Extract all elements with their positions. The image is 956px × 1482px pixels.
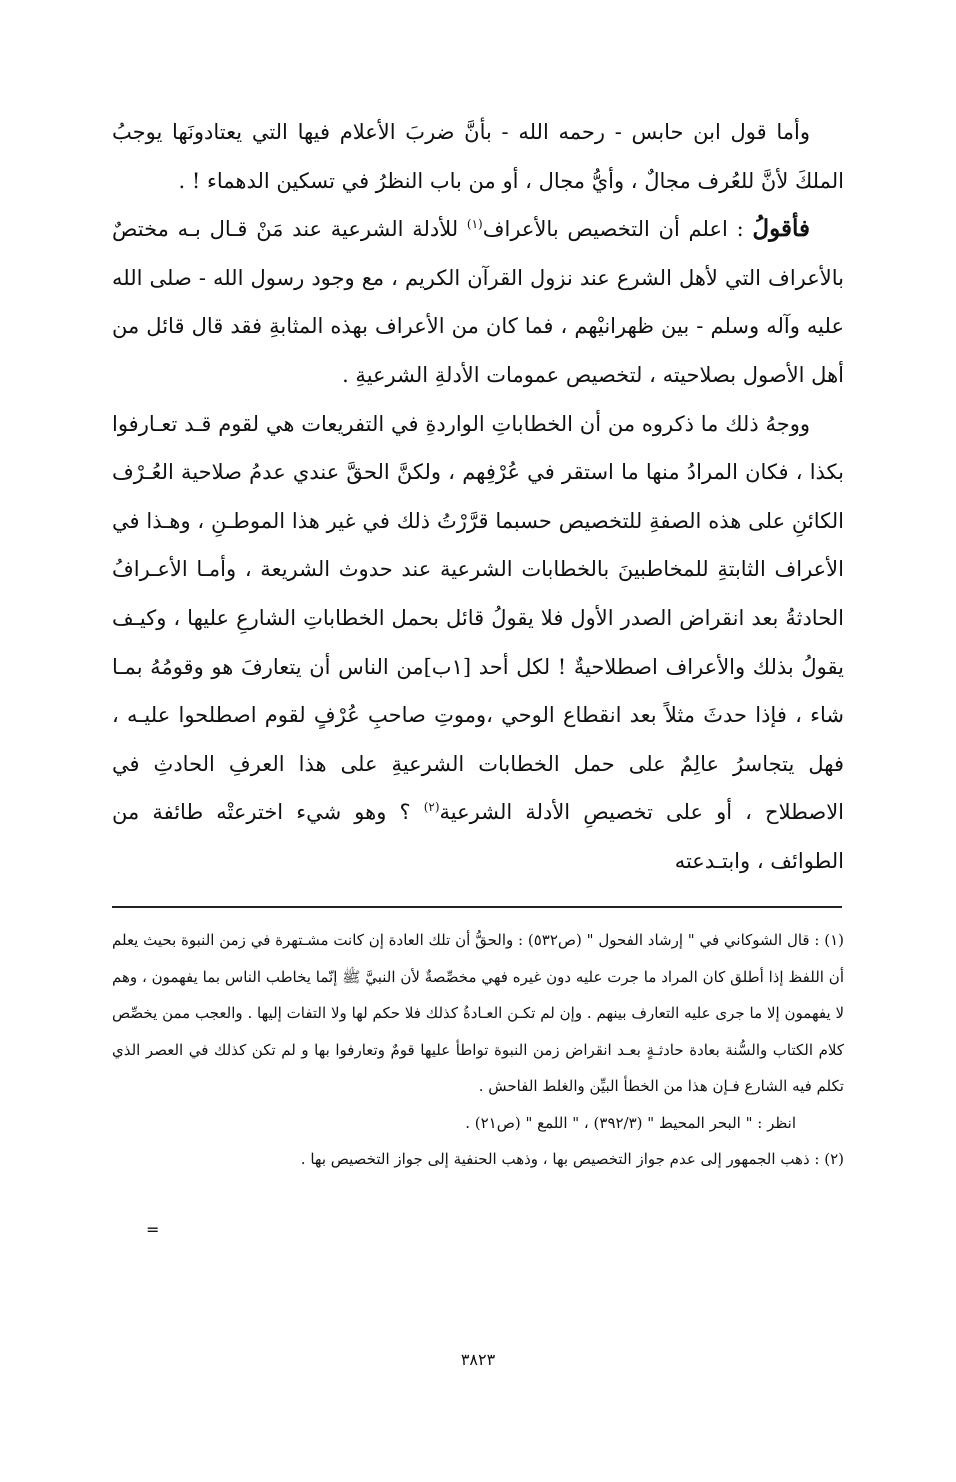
paragraph-1: وأما قول ابن حابس - رحمه الله - بأنَّ ضربَ الأعلام فيها التي يعتادونَها يوجبُ الملكَ لأنَّ للعُرف مجالٌ ، وأيُّ مجال ، أو من باب النظرُ في تسكين الدهماء ! .: [112, 120, 844, 193]
footnote-2: (٢) : ذهب الجمهور إلى عدم جواز التخصيص بها ، وذهب الحنفية إلى جواز التخصيص بها .: [300, 1150, 844, 1168]
main-text: [112, 108, 844, 886]
footnote-ref-1[interactable]: (١): [466, 217, 483, 232]
footnote-ref-2[interactable]: (٢): [423, 800, 440, 815]
footnote-divider: [112, 906, 842, 908]
footnote-1-references: انظر : " البحر المحيط " (٣٩٢/٣) ، " اللمع " (ص٢١) .: [465, 1113, 796, 1132]
footnote-1: (١) : قال الشوكاني في " إرشاد الفحول " (ص٥٣٢) : والحقُّ أن تلك العادة إن كانت مشـتهرة في زمن النبوة بحيث يعلم أن اللفظ إذا أطلق كان المراد ما جرت عليه دون غيره فهي مخصِّصةٌ لأن النبيَّ ﷺ إنّما يخاطب الناس بما يفهمون ، وهم لا يفهمون إلا ما جرى عليه التعارف بينهم . وإن لم تكـن العـادةُ كذلك فلا حكم لها ولا التفات إليها . والعجب ممن يخصِّص كلام الكتاب والسُّنة بعادة حادثـةٍ بعـد انقراض زمن النبوة تواطأ عليها قومٌ وتعارفوا بها و لم تكن كذلك في العصر الذي تكلم فيه الشارع فـإن هذا من الخطأ البيِّن والغلط الفاحش .: [112, 931, 844, 1095]
footnotes: [112, 922, 844, 1178]
paragraph-lead-word: فأقولُ: [752, 215, 810, 243]
paragraph-3: ووجهُ ذلك ما ذكروه من أن الخطاباتِ الواردةِ في التفريعات هي لقوم قـد تعـارفوا بكذا ، فكان المرادُ منها ما استقر في عُرْفِهم ، ولكنَّ الحقَّ عندي عدمُ صلاحية العُـرْف الكائنِ على هذه الصفةِ للتخصيص حسبما قرَّرْتُ ذلك في غير هذا الموطـنِ ، وهـذا في الأعراف الثابتةِ للمخاطبينَ بالخطابات الشرعية عند حدوث الشريعة ، وأمـا الأعـرافُ الحادثةُ بعد انقراض الصدر الأول فلا يقولُ قائل بحمل الخطاباتِ الشارعِ عليها ، وكيـف يقولُ بذلك والأعراف اصطلاحيةٌ ! لكل أحد [١ب]من الناس أن يتعارفَ هو وقومُهُ بمـا شاء ، فإذا حدثَ مثلاً بعد انقطاع الوحي ،وموتِ صاحبِ عُرْفٍ لقوم اصطلحوا عليـه ، فهل يتجاسرُ عالِمٌ على حمل الخطابات الشرعيةِ على هذا العرفِ الحادثِ في الاصطلاح ، أو على تخصيصِ الأدلة الشرعية$^{(٢)}$ ؟ وهو شيء اخترعتْه طائفة من الطوائف ، وابتـدعته: [112, 411, 844, 873]
page-number: ٣٨٢٣: [460, 1350, 496, 1369]
continuation-mark: =: [146, 1220, 160, 1239]
paragraph-2: فأقولُ : اعلم أن التخصيص بالأعراف$^{(١)}$ للأدلة الشرعية عند مَنْ قـال بـه مختصٌ بالأعراف التي لأهل الشرع عند نزول القرآن الكريم ، مع وجود رسول الله - صلى الله عليه وآله وسلم - بين ظهرانيْهم ، فما كان من الأعراف بهذه المثابةِ فقد قال قائل من أهل الأصول بصلاحيته ، لتخصيص عمومات الأدلةِ الشرعيةِ .: [112, 215, 844, 387]
